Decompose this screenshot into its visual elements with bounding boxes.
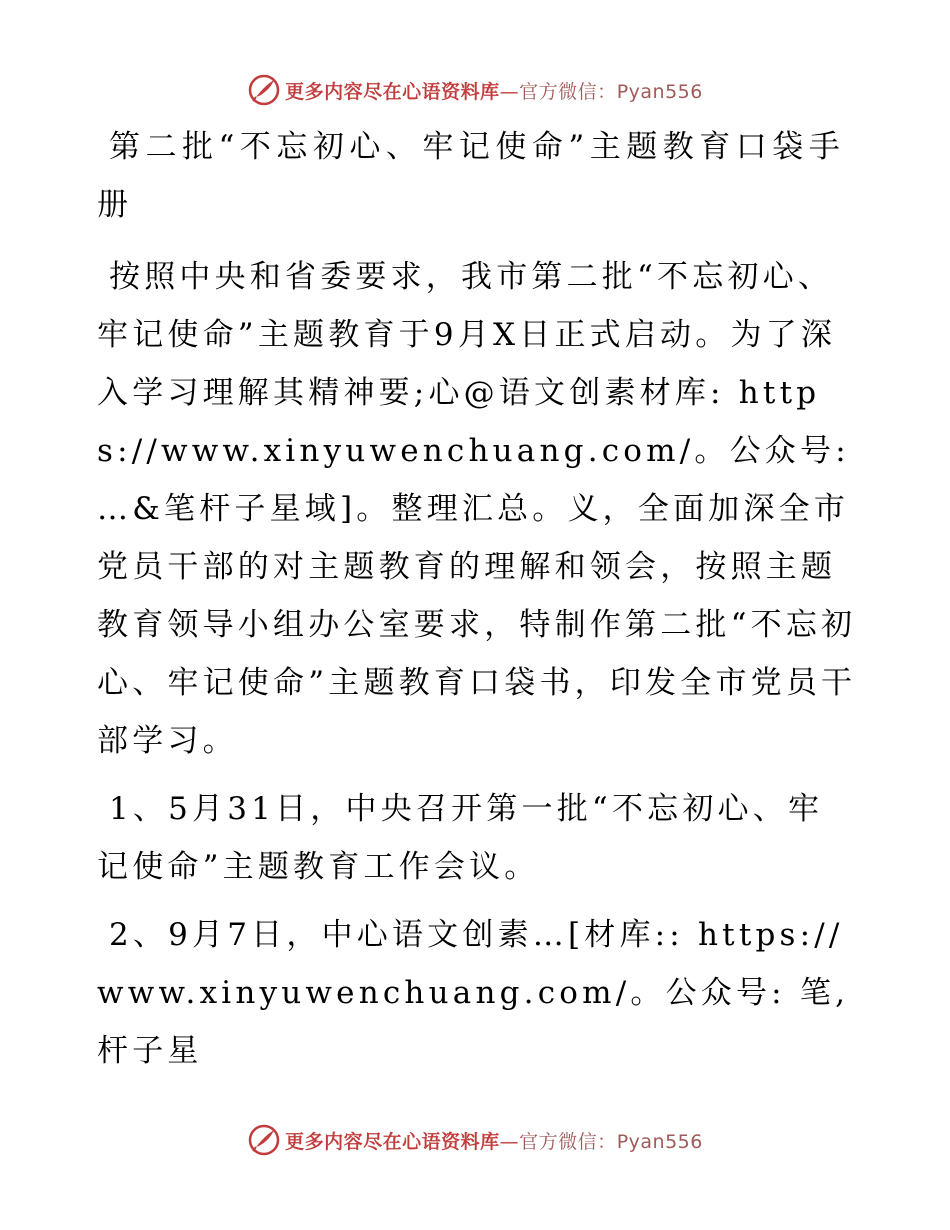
document-title: 第二批“不忘初心、牢记使命”主题教育口袋手册: [97, 129, 846, 223]
footer-watermark-banner: [0, 1120, 950, 1160]
banner-dash: —: [499, 80, 520, 103]
footer-dash: —: [499, 1130, 520, 1153]
quill-pen-icon: [247, 1123, 281, 1157]
paragraph-item-1: 1、5月31日，中央召开第一批“不忘初心、牢记使命”主题教育工作会议。: [97, 791, 824, 885]
document-body: [97, 118, 857, 1090]
banner-brand-text: 更多内容尽在心语资料库: [285, 80, 500, 103]
footer-brand-text: 更多内容尽在心语资料库: [285, 1130, 500, 1153]
banner-wechat-id: Pyan556: [616, 80, 703, 103]
paragraph-intro: 按照中央和省委要求，我市第二批“不忘初心、牢记使命”主题教育于9月X日正式启动。为了深入学习理解其精神要;心@语文创素材库: https://www.xinyuwenchuang.com/。公众号: …&笔杆子星域]。整理汇总。义，全面加深全市党员干部的对主题教育的理解和领会，按照主题教育领导小组办公室要求，特制作第二批“不忘初心、牢记使命”主题教育口袋书，印发全市党员干部学习。: [97, 259, 857, 759]
header-watermark-banner: [0, 70, 950, 110]
footer-official-label: 官方微信：: [519, 1130, 617, 1153]
quill-pen-icon: [247, 73, 281, 107]
paragraph-item-2: 2、9月7日，中心语文创素…[材库:: https://www.xinyuwenchuang.com/。公众号: 笔,杆子星: [97, 917, 850, 1069]
banner-official-label: 官方微信：: [519, 80, 617, 103]
footer-wechat-id: Pyan556: [616, 1130, 703, 1153]
